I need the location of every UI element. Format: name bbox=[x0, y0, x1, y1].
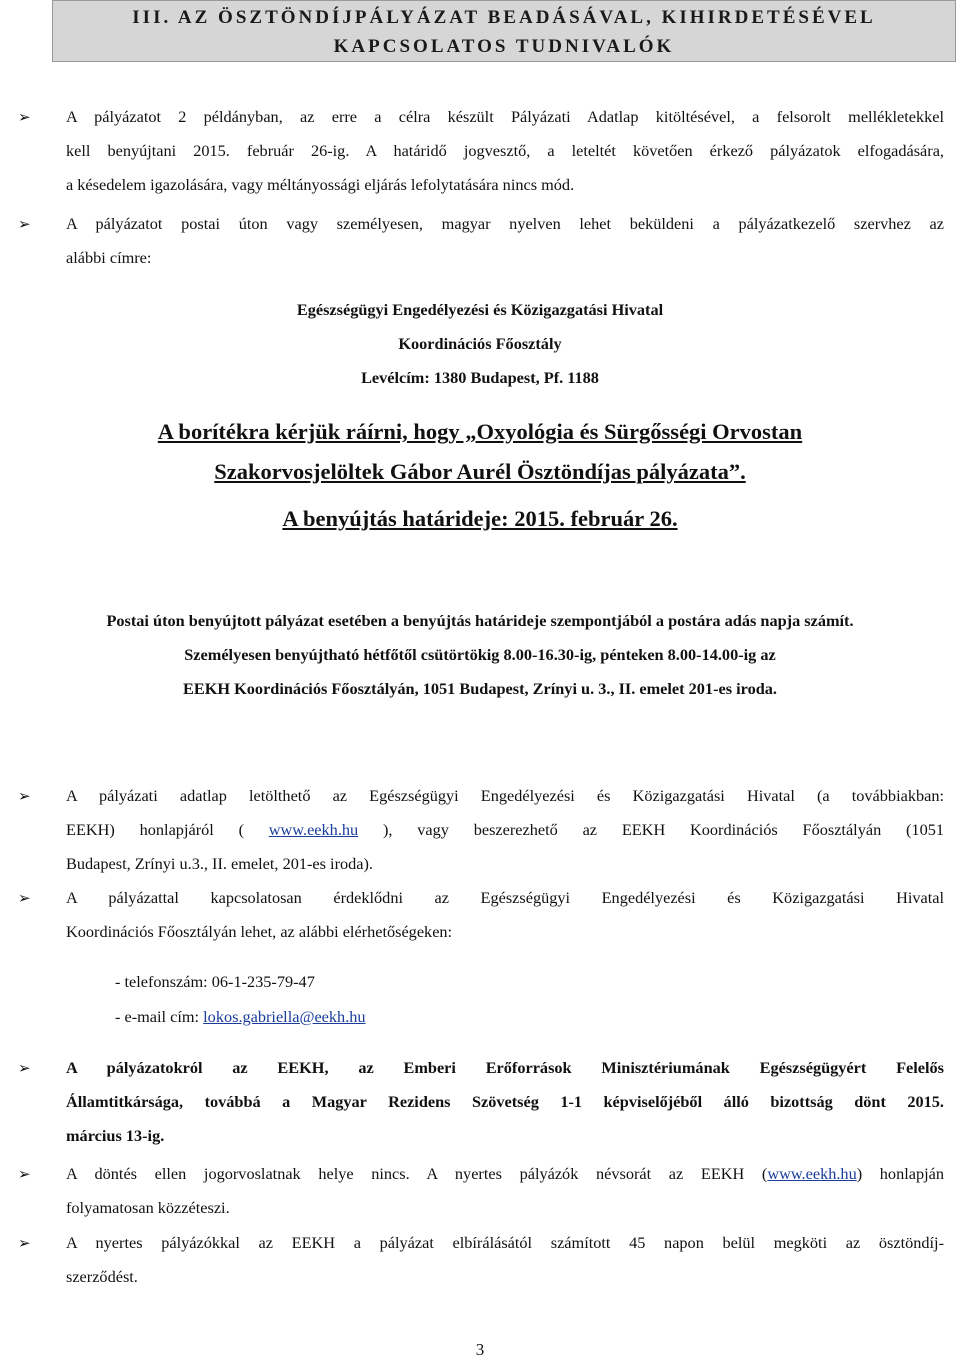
deadline: A benyújtás határideje: 2015. február 26. bbox=[282, 506, 678, 531]
address-org: Egészségügyi Engedélyezési és Közigazgatási Hivatal bbox=[296, 300, 664, 319]
bullet-text bbox=[66, 207, 944, 275]
address-mail: Levélcím: 1380 Budapest, Pf. 1188 bbox=[361, 368, 599, 387]
text-line: Koordinációs Főosztályán lehet, az alábbi elérhetőségeken: bbox=[66, 922, 453, 941]
postal-note-line2: Személyesen benyújtható hétfőtől csütörtökig 8.00-16.30-ig, pénteken 8.00-14.00-ig az bbox=[184, 645, 776, 664]
arrowhead-bullet-icon: ➢ bbox=[18, 889, 31, 907]
contact-email bbox=[115, 1007, 366, 1027]
section-title-line2: KAPCSOLATOS TUDNIVALÓK bbox=[333, 36, 675, 57]
text-line: folyamatosan közzéteszi. bbox=[66, 1198, 230, 1217]
text-line: kell benyújtani 2015. február 26-ig. A határidő jogvesztő, a leteltét követően érkező pályázatok elfogadására, bbox=[66, 141, 944, 160]
bullet-item-contract bbox=[0, 1226, 960, 1294]
text-line: A pályázatokról az EEKH, az Emberi Erőforrások Minisztériumának Egészségügyért Felelős bbox=[66, 1058, 944, 1077]
text-line: A pályázati adatlap letölthető az Egészségügyi Engedélyezési és Közigazgatási Hivatal (a továbbiakban: bbox=[66, 786, 944, 805]
postal-note-line1: Postai úton benyújtott pályázat esetében a benyújtás határideje szempontjából a postára adás napja számít. bbox=[106, 611, 854, 630]
text-fragment: EEKH) honlapjáról ( bbox=[66, 820, 269, 839]
text-line: A nyertes pályázókkal az EEKH a pályázat elbírálásától számított 45 napon belül megköti az ösztöndíj- bbox=[66, 1233, 944, 1252]
bullet-text bbox=[66, 1157, 944, 1225]
bullet-text bbox=[66, 881, 944, 949]
postal-note-line3: EEKH Koordinációs Főosztályán, 1051 Budapest, Zrínyi u. 3., II. emelet 201-es iroda. bbox=[183, 679, 777, 698]
text-line: Budapest, Zrínyi u.3., II. emelet, 201-es iroda). bbox=[66, 854, 373, 873]
section-title-line1: III. AZ ÖSZTÖNDÍJPÁLYÁZAT BEADÁSÁVAL, KIHIRDETÉSÉVEL bbox=[132, 7, 876, 28]
envelope-instruction-line2: Szakorvosjelöltek Gábor Aurél Ösztöndíjas pályázata”. bbox=[214, 459, 746, 484]
bullet-text bbox=[66, 1051, 944, 1153]
bullet-item-mailing bbox=[0, 207, 960, 275]
email-label: - e-mail cím: bbox=[115, 1007, 204, 1026]
page-number: 3 bbox=[475, 1340, 485, 1359]
bullet-item-submission bbox=[0, 100, 960, 202]
text-fragment: A döntés ellen jogorvoslatnak helye nincs. A nyertes pályázók névsorát az EEKH ( bbox=[66, 1164, 768, 1183]
bullet-item-download bbox=[0, 779, 960, 881]
arrowhead-bullet-icon: ➢ bbox=[18, 1165, 31, 1183]
text-line bbox=[66, 813, 944, 847]
arrowhead-bullet-icon: ➢ bbox=[18, 108, 31, 126]
text-line bbox=[66, 1157, 944, 1191]
website-link[interactable]: www.eekh.hu bbox=[268, 820, 359, 839]
text-line: A pályázatot postai úton vagy személyesen, magyar nyelven lehet beküldeni a pályázatkezelő szervhez az bbox=[66, 214, 944, 233]
text-line: a késedelem igazolására, vagy méltányossági eljárás lefolytatására nincs mód. bbox=[66, 175, 575, 194]
email-link[interactable]: lokos.gabriella@eekh.hu bbox=[203, 1007, 366, 1026]
text-fragment: ) honlapján bbox=[856, 1164, 944, 1183]
bullet-text bbox=[66, 779, 944, 881]
arrowhead-bullet-icon: ➢ bbox=[18, 215, 31, 233]
text-line: A pályázatot 2 példányban, az erre a célra készült Pályázati Adatlap kitöltésével, a felsorolt mellékletekkel bbox=[66, 107, 944, 126]
section-header bbox=[52, 0, 956, 62]
contact-phone: - telefonszám: 06-1-235-79-47 bbox=[115, 972, 315, 991]
text-line: március 13-ig. bbox=[66, 1126, 165, 1145]
website-link[interactable]: www.eekh.hu bbox=[767, 1164, 857, 1183]
text-line: A pályázattal kapcsolatosan érdeklődni az Egészségügyi Engedélyezési és Közigazgatási Hivatal bbox=[66, 888, 944, 907]
arrowhead-bullet-icon: ➢ bbox=[18, 1234, 31, 1252]
bullet-item-inquiry bbox=[0, 881, 960, 949]
envelope-instruction-line1: A borítékra kérjük ráírni, hogy „Oxyológia és Sürgősségi Orvostan bbox=[157, 419, 803, 444]
text-fragment: ), vagy beszerezhető az EEKH Koordinációs Főosztályán (1051 bbox=[358, 820, 944, 839]
arrowhead-bullet-icon: ➢ bbox=[18, 1059, 31, 1077]
text-line: alábbi címre: bbox=[66, 248, 152, 267]
bullet-text bbox=[66, 1226, 944, 1294]
address-dept: Koordinációs Főosztály bbox=[398, 334, 562, 353]
text-line: Államtitkársága, továbbá a Magyar Rezidens Szövetség 1-1 képviselőjéből álló bizottság dönt 2015. bbox=[66, 1092, 944, 1111]
text-line: szerződést. bbox=[66, 1267, 138, 1286]
bullet-text bbox=[66, 100, 944, 202]
arrowhead-bullet-icon: ➢ bbox=[18, 787, 31, 805]
bullet-item-decision bbox=[0, 1051, 960, 1153]
bullet-item-appeal bbox=[0, 1157, 960, 1225]
